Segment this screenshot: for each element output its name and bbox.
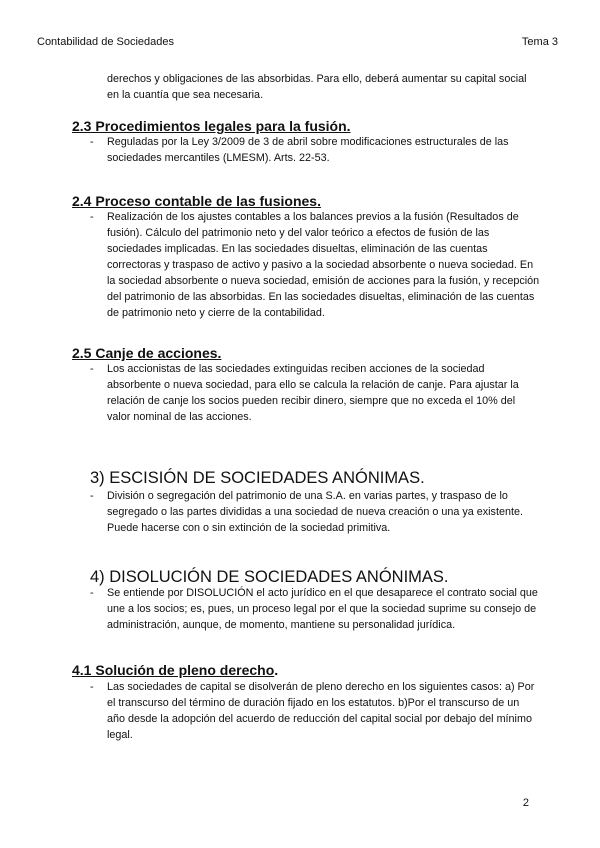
header-title: Contabilidad de Sociedades — [37, 36, 174, 48]
bullet-text: División o segregación del patrimonio de una S.A. en varias partes, y traspaso de lo segregado o las partes divididas a una sociedad de nueva creación o una ya existente. Puede hacerse con o sin extinción de la sociedad primitiva. — [107, 490, 523, 534]
bullet-item — [90, 679, 540, 743]
bullet-marker: - — [90, 681, 94, 693]
section-heading-2-5: 2.5 Canje de acciones. — [72, 345, 222, 361]
bullet-marker: - — [90, 490, 94, 502]
chapter-heading-4: 4) DISOLUCIÓN DE SOCIEDADES ANÓNIMAS. — [90, 568, 449, 586]
bullet-marker: - — [90, 363, 94, 375]
chapter-heading-3: 3) ESCISIÓN DE SOCIEDADES ANÓNIMAS. — [90, 469, 425, 487]
bullet-item — [90, 585, 540, 633]
bullet-text: Las sociedades de capital se disolverán de pleno derecho en los siguientes casos: a) Por el transcurso del término de duración fijado en los estatutos. b)Por el transcurso de un año desde la adopción del acuerdo de reducción del capital social por debajo del mínimo legal. — [107, 681, 535, 741]
bullet-item — [90, 134, 540, 166]
bullet-marker: - — [90, 587, 94, 599]
bullet-item — [90, 361, 540, 425]
bullet-marker: - — [90, 211, 94, 223]
section-heading-period: . — [274, 662, 279, 678]
bullet-text: Los accionistas de las sociedades extinguidas reciben acciones de la sociedad absorbente o nueva sociedad, para ello se calcula la relación de canje. Para ajustar la relación de canje los socios pueden recibir dinero, siempre que no exceda el 10% del valor nominal de las acciones. — [107, 363, 519, 423]
bullet-text: Reguladas por la Ley 3/2009 de 3 de abril sobre modificaciones estructurales de las sociedades mercantiles (LMESM). Arts. 22-53. — [107, 136, 509, 164]
section-heading-2-3: 2.3 Procedimientos legales para la fusión. — [72, 118, 351, 134]
section-heading-4-1 — [72, 661, 278, 679]
header-topic: Tema 3 — [521, 36, 558, 48]
bullet-marker: - — [90, 136, 94, 148]
section-heading-2-4: 2.4 Proceso contable de las fusiones. — [72, 193, 321, 209]
section-heading-text: 4.1 Solución de pleno derecho — [72, 662, 275, 678]
continuation-paragraph: derechos y obligaciones de las absorbidas. Para ello, deberá aumentar su capital social en la cuantía que sea necesaria. — [107, 73, 527, 101]
bullet-text: Se entiende por DISOLUCIÓN el acto jurídico en el que desaparece el contrato social que une a los socios; es, pues, un proceso legal por el que la sociedad suprime su consejo de administración, aunque, de momento, mantiene su personalidad jurídica. — [107, 587, 538, 631]
bullet-item — [90, 209, 540, 321]
page-header — [37, 36, 558, 52]
page-number: 2 — [522, 797, 529, 809]
bullet-item — [90, 488, 540, 536]
bullet-text: Realización de los ajustes contables a los balances previos a la fusión (Resultados de fusión). Cálculo del patrimonio neto y del valor teórico a efectos de fusión de las sociedades implicadas. En las sociedades disueltas, eliminación de las cuentas correctoras y traspaso de activo y pasivo a la sociedad absorbente o nueva sociedad. En la sociedad absorbente o nueva sociedad, emisión de acciones para la fusión, y recepción del patrimonio de las absorbidas. En las sociedades disueltas, eliminación de las cuentas de patrimonio neto y cierre de la contabilidad. — [107, 211, 540, 319]
